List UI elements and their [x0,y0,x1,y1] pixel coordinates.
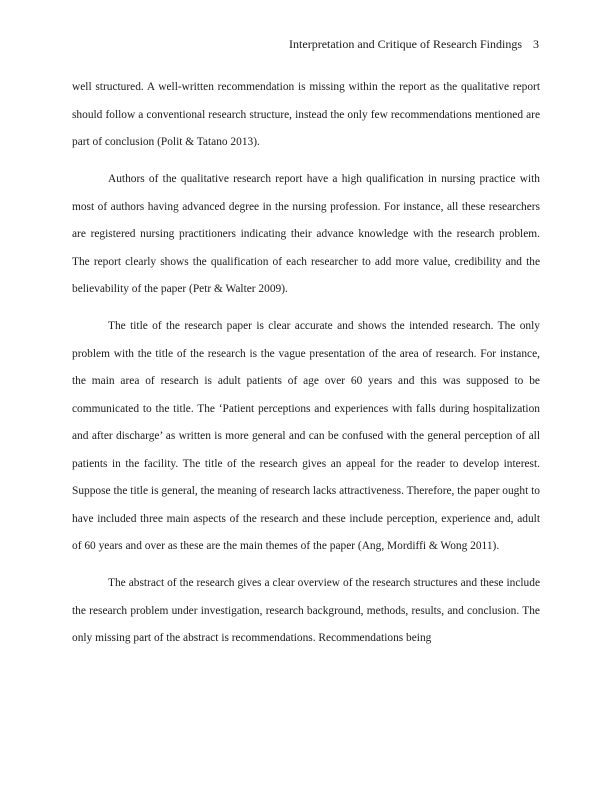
document-body [72,74,540,653]
page-number: 3 [533,37,539,51]
running-title: Interpretation and Critique of Research Findings [289,37,522,51]
running-header [289,36,539,52]
paragraph-title-critique: The title of the research paper is clear accurate and shows the intended research. The only problem with the title of the research is the vague presentation of the area of research. For instance, the main area of research is adult patients of age over 60 years and this was supposed to be communicated to the title. The ‘Patient perceptions and experiences with falls during hospitalization and after discharge’ as written is more general and can be confused with the general perception of all patients in the facility. The title of the research gives an appeal for the reader to develop interest. Suppose the title is general, the meaning of research lacks attractiveness. Therefore, the paper ought to have included three main aspects of the research and these include perception, experience and, adult of 60 years and over as these are the main themes of the paper (Ang, Mordiffi & Wong 2011). [72,320,540,552]
paragraph-continuation: well structured. A well-written recommendation is missing within the report as the qualitative report should follow a conventional research structure, instead the only few recommendations mentioned are part of conclusion (Polit & Tatano 2013). [72,81,540,148]
paragraph-authors: Authors of the qualitative research report have a high qualification in nursing practice with most of authors having advanced degree in the nursing profession. For instance, all these researchers are registered nursing practitioners indicating their advance knowledge with the research problem. The report clearly shows the qualification of each researcher to add more value, credibility and the believability of the paper (Petr & Walter 2009). [72,173,540,295]
paragraph-abstract-critique: The abstract of the research gives a clear overview of the research structures and these include the research problem under investigation, research background, methods, results, and conclusion. The only missing part of the abstract is recommendations. Recommendations being [72,577,540,644]
